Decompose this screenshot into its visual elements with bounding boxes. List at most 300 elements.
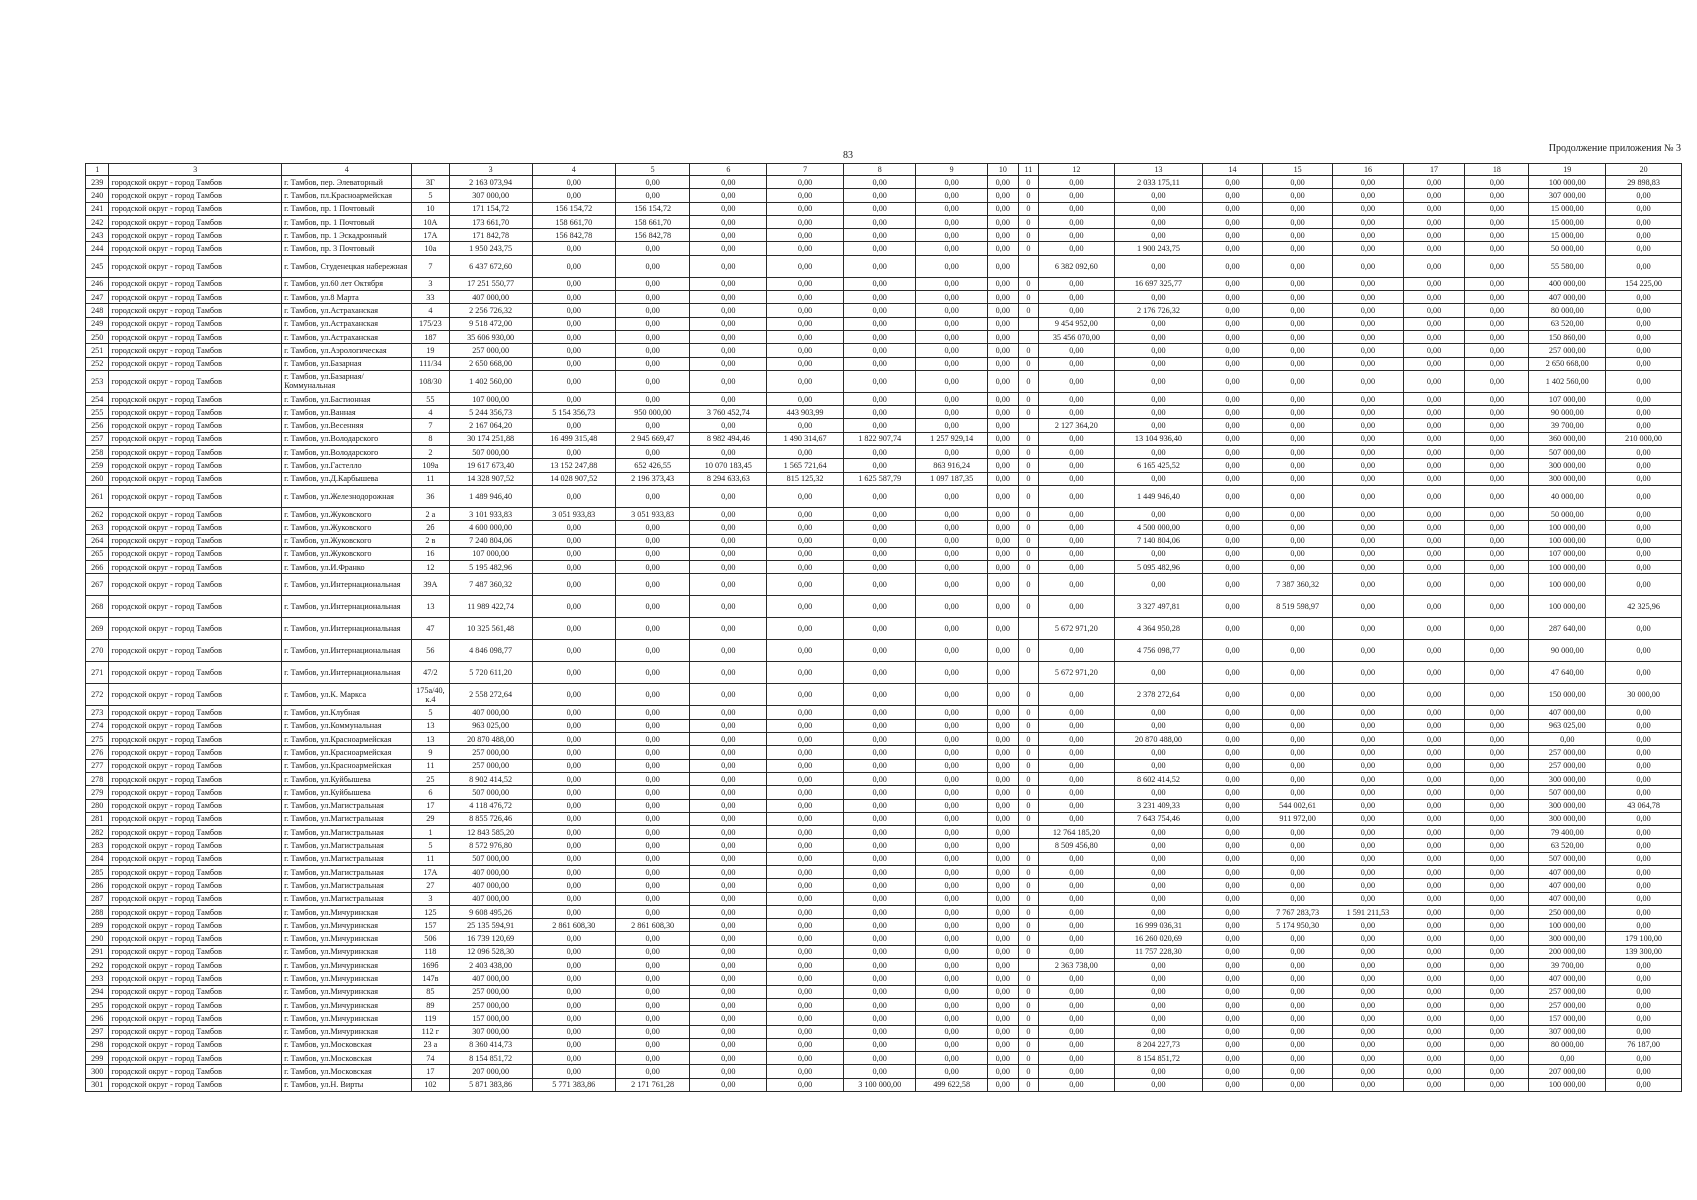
address: г. Тамбов, ул.Московская: [282, 1065, 412, 1078]
cell-11: 0,00: [916, 242, 987, 255]
municipality: городской округ - город Тамбов: [109, 446, 282, 459]
cell-9: 0,00: [767, 344, 844, 357]
house-number: 119: [412, 1012, 449, 1025]
cell-8: 0,00: [690, 189, 767, 202]
row-number: 250: [86, 330, 109, 343]
registry-table: [85, 163, 1682, 1092]
cell-15: 0,00: [1114, 865, 1202, 878]
address: г. Тамбов, ул.Интернациональная: [282, 596, 412, 618]
cell-6: 0,00: [532, 662, 615, 684]
table-row: [86, 370, 1682, 392]
municipality: городской округ - город Тамбов: [109, 472, 282, 485]
cell-9: 815 125,32: [767, 472, 844, 485]
cell-14: 2 127 364,20: [1039, 419, 1115, 432]
cell-11: 0,00: [916, 759, 987, 772]
cell-14: 0,00: [1039, 972, 1115, 985]
cell-22: 0,00: [1606, 547, 1682, 560]
cell-6: 0,00: [532, 485, 615, 507]
cell-10: 0,00: [843, 419, 915, 432]
cell-8: 0,00: [690, 759, 767, 772]
cell-22: 76 187,00: [1606, 1038, 1682, 1051]
cell-8: 0,00: [690, 1012, 767, 1025]
cell-6: 0,00: [532, 1052, 615, 1065]
table-row: [86, 772, 1682, 785]
cell-21: 107 000,00: [1529, 392, 1606, 405]
cell-7: 0,00: [615, 733, 690, 746]
cell-9: 0,00: [767, 547, 844, 560]
table-row: [86, 459, 1682, 472]
address: г. Тамбов, ул.Мичуринская: [282, 959, 412, 972]
table-row: [86, 892, 1682, 905]
cell-8: 0,00: [690, 534, 767, 547]
cell-7: 0,00: [615, 1038, 690, 1051]
address: г. Тамбов, ул.Магистральная: [282, 826, 412, 839]
cell-15: 0,00: [1114, 759, 1202, 772]
cell-9: 0,00: [767, 945, 844, 958]
cell-7: 0,00: [615, 618, 690, 640]
cell-11: 0,00: [916, 277, 987, 290]
cell-21: 300 000,00: [1529, 932, 1606, 945]
total-cost: 257 000,00: [449, 998, 532, 1011]
cell-16: 0,00: [1203, 317, 1263, 330]
cell-14: 9 454 952,00: [1039, 317, 1115, 330]
cell-17: 0,00: [1262, 839, 1332, 852]
cell-21: 100 000,00: [1529, 919, 1606, 932]
cell-16: 0,00: [1203, 242, 1263, 255]
house-number: 23 а: [412, 1038, 449, 1051]
row-number: 271: [86, 662, 109, 684]
cell-7: 0,00: [615, 786, 690, 799]
cell-11: 0,00: [916, 640, 987, 662]
cell-15: 0,00: [1114, 370, 1202, 392]
address: г. Тамбов, ул.Магистральная: [282, 852, 412, 865]
table-row: [86, 839, 1682, 852]
registry-body: [86, 164, 1682, 1092]
cell-11: 0,00: [916, 662, 987, 684]
cell-10: 0,00: [843, 370, 915, 392]
cell-7: 158 661,70: [615, 215, 690, 228]
row-number: 248: [86, 304, 109, 317]
cell-13: 0: [1018, 786, 1038, 799]
cell-22: 0,00: [1606, 255, 1682, 277]
row-number: 296: [86, 1012, 109, 1025]
cell-21: 407 000,00: [1529, 879, 1606, 892]
cell-12: 0,00: [987, 959, 1018, 972]
cell-21: 100 000,00: [1529, 574, 1606, 596]
cell-10: 0,00: [843, 255, 915, 277]
cell-7: 0,00: [615, 317, 690, 330]
table-row: [86, 879, 1682, 892]
cell-22: 0,00: [1606, 1078, 1682, 1091]
cell-12: 0,00: [987, 357, 1018, 370]
cell-16: 0,00: [1203, 706, 1263, 719]
cell-6: 0,00: [532, 799, 615, 812]
cell-16: 0,00: [1203, 932, 1263, 945]
cell-16: 0,00: [1203, 357, 1263, 370]
cell-7: 0,00: [615, 189, 690, 202]
house-number: 109а: [412, 459, 449, 472]
cell-15: 0,00: [1114, 905, 1202, 918]
cell-10: 0,00: [843, 317, 915, 330]
cell-10: 0,00: [843, 959, 915, 972]
cell-18: 0,00: [1333, 446, 1403, 459]
cell-18: 0,00: [1333, 1038, 1403, 1051]
cell-13: 0: [1018, 472, 1038, 485]
municipality: городской округ - город Тамбов: [109, 229, 282, 242]
cell-7: 0,00: [615, 812, 690, 825]
address: г. Тамбов, ул.Аэрологическая: [282, 344, 412, 357]
total-cost: 17 251 550,77: [449, 277, 532, 290]
house-number: 6: [412, 786, 449, 799]
house-number: 2 а: [412, 507, 449, 520]
cell-15: 0,00: [1114, 574, 1202, 596]
cell-14: 0,00: [1039, 202, 1115, 215]
cell-6: 0,00: [532, 242, 615, 255]
cell-7: 0,00: [615, 277, 690, 290]
address: г. Тамбов, ул.Интернациональная: [282, 662, 412, 684]
cell-16: 0,00: [1203, 684, 1263, 706]
cell-10: 0,00: [843, 304, 915, 317]
cell-7: 0,00: [615, 242, 690, 255]
table-row: [86, 826, 1682, 839]
cell-10: 0,00: [843, 719, 915, 732]
cell-14: 0,00: [1039, 719, 1115, 732]
cell-14: 0,00: [1039, 1038, 1115, 1051]
table-row: [86, 561, 1682, 574]
cell-10: 0,00: [843, 640, 915, 662]
cell-13: 0: [1018, 972, 1038, 985]
house-number: 9: [412, 746, 449, 759]
cell-21: 47 640,00: [1529, 662, 1606, 684]
cell-17: 0,00: [1262, 852, 1332, 865]
cell-11: 0,00: [916, 507, 987, 520]
row-number: 268: [86, 596, 109, 618]
cell-12: 0,00: [987, 406, 1018, 419]
house-number: 157: [412, 919, 449, 932]
house-number: 16: [412, 547, 449, 560]
cell-12: 0,00: [987, 662, 1018, 684]
cell-13: 0: [1018, 406, 1038, 419]
cell-14: 0,00: [1039, 291, 1115, 304]
cell-7: 2 861 608,30: [615, 919, 690, 932]
house-number: 55: [412, 392, 449, 405]
cell-18: 0,00: [1333, 985, 1403, 998]
cell-14: 5 672 971,20: [1039, 618, 1115, 640]
cell-11: 0,00: [916, 1012, 987, 1025]
cell-14: 0,00: [1039, 1052, 1115, 1065]
municipality: городской округ - город Тамбов: [109, 1038, 282, 1051]
cell-11: 0,00: [916, 812, 987, 825]
cell-21: 300 000,00: [1529, 812, 1606, 825]
total-cost: 30 174 251,88: [449, 432, 532, 445]
cell-20: 0,00: [1465, 344, 1529, 357]
cell-12: 0,00: [987, 534, 1018, 547]
house-number: 187: [412, 330, 449, 343]
cell-14: 0,00: [1039, 772, 1115, 785]
cell-7: 0,00: [615, 304, 690, 317]
cell-11: 0,00: [916, 786, 987, 799]
cell-19: 0,00: [1403, 215, 1465, 228]
cell-17: 0,00: [1262, 892, 1332, 905]
cell-18: 0,00: [1333, 640, 1403, 662]
cell-7: 0,00: [615, 759, 690, 772]
cell-11: 0,00: [916, 719, 987, 732]
cell-8: 0,00: [690, 905, 767, 918]
cell-10: 0,00: [843, 733, 915, 746]
row-number: 289: [86, 919, 109, 932]
cell-17: 0,00: [1262, 277, 1332, 290]
cell-22: 210 000,00: [1606, 432, 1682, 445]
cell-6: 16 499 315,48: [532, 432, 615, 445]
municipality: городской округ - город Тамбов: [109, 1012, 282, 1025]
cell-7: 0,00: [615, 839, 690, 852]
cell-13: 0: [1018, 547, 1038, 560]
cell-6: 0,00: [532, 865, 615, 878]
cell-22: 0,00: [1606, 772, 1682, 785]
cell-15: 8 154 851,72: [1114, 1052, 1202, 1065]
cell-21: 2 650 668,00: [1529, 357, 1606, 370]
cell-19: 0,00: [1403, 432, 1465, 445]
cell-8: 0,00: [690, 255, 767, 277]
house-number: 29: [412, 812, 449, 825]
house-number: 169б: [412, 959, 449, 972]
cell-18: 0,00: [1333, 357, 1403, 370]
cell-17: 0,00: [1262, 865, 1332, 878]
column-number: 6: [690, 164, 767, 176]
cell-19: 0,00: [1403, 892, 1465, 905]
cell-10: 0,00: [843, 662, 915, 684]
cell-18: 0,00: [1333, 202, 1403, 215]
cell-15: 2 378 272,64: [1114, 684, 1202, 706]
cell-20: 0,00: [1465, 547, 1529, 560]
cell-20: 0,00: [1465, 839, 1529, 852]
total-cost: 14 328 907,52: [449, 472, 532, 485]
cell-12: 0,00: [987, 277, 1018, 290]
row-number: 298: [86, 1038, 109, 1051]
cell-8: 0,00: [690, 932, 767, 945]
cell-6: 0,00: [532, 759, 615, 772]
cell-9: 1 490 314,67: [767, 432, 844, 445]
cell-13: 0: [1018, 459, 1038, 472]
total-cost: 407 000,00: [449, 865, 532, 878]
cell-15: 0,00: [1114, 852, 1202, 865]
cell-15: 0,00: [1114, 985, 1202, 998]
cell-14: 0,00: [1039, 998, 1115, 1011]
cell-20: 0,00: [1465, 1025, 1529, 1038]
cell-20: 0,00: [1465, 485, 1529, 507]
cell-21: 55 580,00: [1529, 255, 1606, 277]
cell-20: 0,00: [1465, 202, 1529, 215]
table-row: [86, 521, 1682, 534]
cell-6: 0,00: [532, 786, 615, 799]
cell-15: 0,00: [1114, 507, 1202, 520]
total-cost: 2 256 726,32: [449, 304, 532, 317]
municipality: городской округ - город Тамбов: [109, 392, 282, 405]
cell-6: 14 028 907,52: [532, 472, 615, 485]
cell-22: 0,00: [1606, 534, 1682, 547]
cell-17: 0,00: [1262, 317, 1332, 330]
cell-9: 0,00: [767, 330, 844, 343]
cell-9: 0,00: [767, 1065, 844, 1078]
cell-11: 0,00: [916, 229, 987, 242]
cell-19: 0,00: [1403, 786, 1465, 799]
cell-13: 0: [1018, 998, 1038, 1011]
cell-12: 0,00: [987, 291, 1018, 304]
cell-20: 0,00: [1465, 879, 1529, 892]
municipality: городской округ - город Тамбов: [109, 759, 282, 772]
table-row: [86, 662, 1682, 684]
cell-7: 0,00: [615, 852, 690, 865]
cell-22: 0,00: [1606, 229, 1682, 242]
cell-16: 0,00: [1203, 905, 1263, 918]
cell-17: 0,00: [1262, 684, 1332, 706]
cell-8: 0,00: [690, 1065, 767, 1078]
cell-9: 0,00: [767, 317, 844, 330]
cell-17: 0,00: [1262, 733, 1332, 746]
cell-16: 0,00: [1203, 826, 1263, 839]
cell-20: 0,00: [1465, 919, 1529, 932]
cell-7: 0,00: [615, 596, 690, 618]
cell-7: 950 000,00: [615, 406, 690, 419]
address: г. Тамбов, ул.Магистральная: [282, 812, 412, 825]
cell-19: 0,00: [1403, 406, 1465, 419]
cell-8: 0,00: [690, 959, 767, 972]
cell-18: 1 591 211,53: [1333, 905, 1403, 918]
cell-10: 0,00: [843, 684, 915, 706]
cell-18: 0,00: [1333, 277, 1403, 290]
cell-6: 0,00: [532, 905, 615, 918]
cell-21: 15 000,00: [1529, 202, 1606, 215]
cell-22: 0,00: [1606, 357, 1682, 370]
cell-11: 0,00: [916, 972, 987, 985]
cell-8: 0,00: [690, 812, 767, 825]
cell-18: 0,00: [1333, 998, 1403, 1011]
cell-8: 0,00: [690, 1052, 767, 1065]
row-number: 276: [86, 746, 109, 759]
cell-16: 0,00: [1203, 215, 1263, 228]
table-row: [86, 985, 1682, 998]
house-number: 3: [412, 277, 449, 290]
cell-13: 0: [1018, 1078, 1038, 1091]
cell-12: 0,00: [987, 507, 1018, 520]
cell-22: 0,00: [1606, 189, 1682, 202]
cell-22: 0,00: [1606, 972, 1682, 985]
cell-10: 0,00: [843, 1065, 915, 1078]
cell-13: 0: [1018, 879, 1038, 892]
cell-18: 0,00: [1333, 1025, 1403, 1038]
address: г. Тамбов, ул.Жуковского: [282, 547, 412, 560]
cell-20: 0,00: [1465, 812, 1529, 825]
cell-6: 5 154 356,73: [532, 406, 615, 419]
cell-22: 0,00: [1606, 561, 1682, 574]
cell-21: 15 000,00: [1529, 215, 1606, 228]
cell-16: 0,00: [1203, 1025, 1263, 1038]
cell-8: 0,00: [690, 733, 767, 746]
cell-19: 0,00: [1403, 255, 1465, 277]
cell-12: 0,00: [987, 215, 1018, 228]
cell-11: 0,00: [916, 419, 987, 432]
cell-12: 0,00: [987, 733, 1018, 746]
cell-12: 0,00: [987, 839, 1018, 852]
cell-18: 0,00: [1333, 945, 1403, 958]
cell-11: 0,00: [916, 905, 987, 918]
cell-18: 0,00: [1333, 919, 1403, 932]
cell-9: 0,00: [767, 176, 844, 189]
municipality: городской округ - город Тамбов: [109, 304, 282, 317]
cell-20: 0,00: [1465, 1038, 1529, 1051]
cell-6: 0,00: [532, 640, 615, 662]
total-cost: 1 489 946,40: [449, 485, 532, 507]
municipality: городской округ - город Тамбов: [109, 370, 282, 392]
cell-10: 0,00: [843, 998, 915, 1011]
cell-11: 0,00: [916, 879, 987, 892]
cell-8: 8 982 494,46: [690, 432, 767, 445]
cell-17: 0,00: [1262, 1012, 1332, 1025]
cell-12: 0,00: [987, 446, 1018, 459]
address: г. Тамбов, ул.Жуковского: [282, 507, 412, 520]
cell-19: 0,00: [1403, 596, 1465, 618]
row-number: 265: [86, 547, 109, 560]
address: г. Тамбов, ул.Н. Вирты: [282, 1078, 412, 1091]
total-cost: 157 000,00: [449, 1012, 532, 1025]
cell-12: 0,00: [987, 985, 1018, 998]
cell-22: 0,00: [1606, 446, 1682, 459]
house-number: 8: [412, 432, 449, 445]
cell-20: 0,00: [1465, 1065, 1529, 1078]
row-number: 260: [86, 472, 109, 485]
column-number: 4: [282, 164, 412, 176]
cell-11: 863 916,24: [916, 459, 987, 472]
municipality: городской округ - город Тамбов: [109, 547, 282, 560]
cell-7: 156 154,72: [615, 202, 690, 215]
table-row: [86, 1052, 1682, 1065]
cell-10: 0,00: [843, 852, 915, 865]
cell-11: 1 257 929,14: [916, 432, 987, 445]
cell-15: 0,00: [1114, 839, 1202, 852]
cell-11: 0,00: [916, 839, 987, 852]
cell-16: 0,00: [1203, 746, 1263, 759]
table-row: [86, 1012, 1682, 1025]
house-number: 7: [412, 419, 449, 432]
cell-16: 0,00: [1203, 277, 1263, 290]
cell-22: 0,00: [1606, 746, 1682, 759]
cell-22: 0,00: [1606, 1025, 1682, 1038]
cell-20: 0,00: [1465, 472, 1529, 485]
cell-22: 0,00: [1606, 317, 1682, 330]
cell-7: 0,00: [615, 972, 690, 985]
cell-20: 0,00: [1465, 242, 1529, 255]
cell-8: 0,00: [690, 826, 767, 839]
cell-16: 0,00: [1203, 419, 1263, 432]
cell-19: 0,00: [1403, 242, 1465, 255]
house-number: 5: [412, 189, 449, 202]
cell-9: 0,00: [767, 277, 844, 290]
cell-11: 0,00: [916, 357, 987, 370]
cell-13: 0: [1018, 1065, 1038, 1078]
cell-9: 0,00: [767, 419, 844, 432]
cell-11: 0,00: [916, 215, 987, 228]
house-number: 36: [412, 485, 449, 507]
cell-20: 0,00: [1465, 959, 1529, 972]
cell-22: 0,00: [1606, 521, 1682, 534]
municipality: городской округ - город Тамбов: [109, 919, 282, 932]
cell-17: 0,00: [1262, 229, 1332, 242]
cell-6: 0,00: [532, 1012, 615, 1025]
cell-13: 0: [1018, 291, 1038, 304]
cell-16: 0,00: [1203, 176, 1263, 189]
cell-10: 0,00: [843, 547, 915, 560]
cell-14: 0,00: [1039, 406, 1115, 419]
